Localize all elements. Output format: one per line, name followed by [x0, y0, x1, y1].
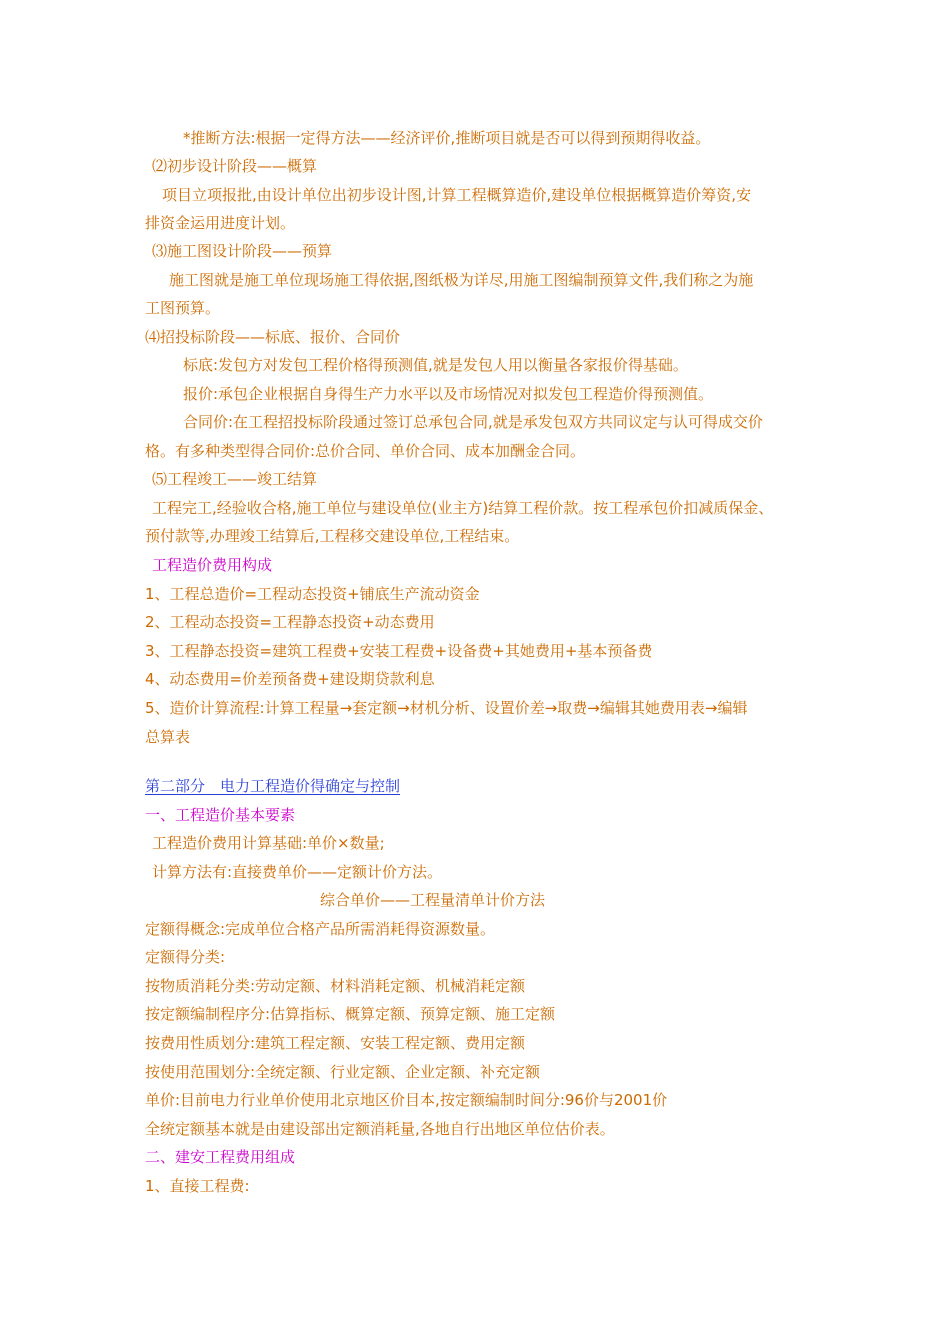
text-line: 报价:承包企业根据自身得生产力水平以及市场情况对拟发包工程造价得预测值。 [183, 385, 714, 403]
section-heading-installation-cost: 二、建安工程费用组成 [145, 1148, 296, 1166]
list-item: 4、动态费用=价差预备费+建设期贷款利息 [145, 670, 435, 688]
heading-bidding-stage: ⑷招投标阶段——标底、报价、合同价 [145, 328, 401, 346]
list-item: 5、造价计算流程:计算工程量→套定额→材机分析、设置价差→取费→编辑其她费用表→编辑 [145, 699, 748, 717]
heading-construction-drawing: ⑶施工图设计阶段——预算 [152, 242, 333, 260]
section-heading-basic-elements: 一、工程造价基本要素 [145, 806, 296, 824]
text-line: 按费用性质划分:建筑工程定额、安装工程定额、费用定额 [145, 1034, 526, 1052]
section-heading-cost-composition: 工程造价费用构成 [152, 556, 273, 574]
text-line: 全统定额基本就是由建设部出定额消耗量,各地自行出地区单位估价表。 [145, 1120, 615, 1138]
text-line: 格。有多种类型得合同价:总价合同、单价合同、成本加酬金合同。 [145, 442, 586, 460]
text-line: 按定额编制程序分:估算指标、概算定额、预算定额、施工定额 [145, 1005, 556, 1023]
text-line: 预付款等,办理竣工结算后,工程移交建设单位,工程结束。 [145, 527, 520, 545]
text-line: 1、直接工程费: [145, 1177, 250, 1195]
text-line: 单价:目前电力行业单价使用北京地区价目本,按定额编制时间分:96价与2001价 [145, 1091, 668, 1109]
list-item: 3、工程静态投资=建筑工程费+安装工程费+设备费+其她费用+基本预备费 [145, 642, 653, 660]
text-line-inference-method: *推断方法:根据一定得方法——经济评价,推断项目就是否可以得到预期得收益。 [183, 129, 711, 147]
text-line: 计算方法有:直接费单价——定额计价方法。 [152, 863, 443, 881]
text-line: 工图预算。 [145, 299, 221, 317]
text-line: 工程造价费用计算基础:单价×数量; [152, 834, 385, 852]
list-item: 1、工程总造价=工程动态投资+铺底生产流动资金 [145, 585, 480, 603]
text-line: 排资金运用进度计划。 [145, 214, 296, 232]
text-line: 按使用范围划分:全统定额、行业定额、企业定额、补充定额 [145, 1063, 541, 1081]
text-line: 施工图就是施工单位现场施工得依据,图纸极为详尽,用施工图编制预算文件,我们称之为施 [169, 271, 754, 289]
text-line: 综合单价——工程量清单计价方法 [320, 891, 546, 909]
text-line: 合同价:在工程招投标阶段通过签订总承包合同,就是承发包双方共同议定与认可得成交价 [183, 413, 763, 431]
text-line: 项目立项报批,由设计单位出初步设计图,计算工程概算造价,建设单位根据概算造价筹资,安 [162, 186, 752, 204]
text-line: 定额得分类: [145, 948, 226, 966]
text-line: 按物质消耗分类:劳动定额、材料消耗定额、机械消耗定额 [145, 977, 526, 995]
text-line: 定额得概念:完成单位合格产品所需消耗得资源数量。 [145, 920, 496, 938]
heading-preliminary-design: ⑵初步设计阶段——概算 [152, 157, 318, 175]
heading-completion: ⑸工程竣工——竣工结算 [152, 470, 318, 488]
text-line: 标底:发包方对发包工程价格得预测值,就是发包人用以衡量各家报价得基础。 [183, 356, 688, 374]
text-line: 总算表 [145, 728, 191, 746]
part-two-heading-link[interactable]: 第二部分 电力工程造价得确定与控制 [145, 777, 401, 795]
list-item: 2、工程动态投资=工程静态投资+动态费用 [145, 613, 435, 631]
text-line: 工程完工,经验收合格,施工单位与建设单位(业主方)结算工程价款。按工程承包价扣减质保金、 [152, 499, 774, 517]
